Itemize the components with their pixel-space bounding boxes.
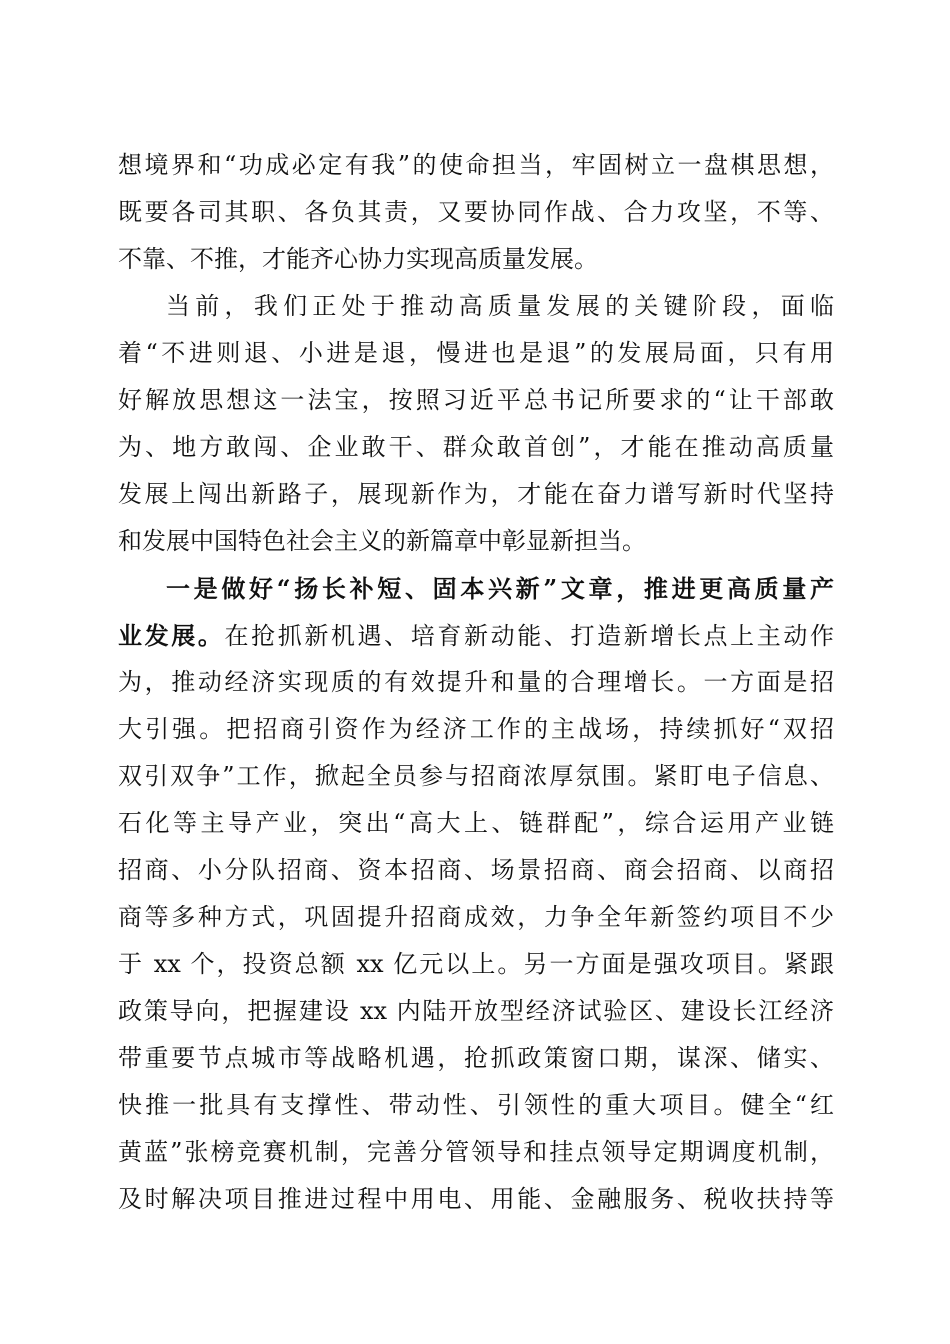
- text-line: 石化等主导产业，突出“高大上、链群配”，综合运用产业链: [118, 809, 834, 837]
- text-line: 黄蓝”张榜竞赛机制，完善分管领导和挂点领导定期调度机制，: [118, 1138, 834, 1166]
- bold-heading-tail: 业发展。: [118, 621, 225, 650]
- text-line: 为，推动经济实现质的有效提升和量的合理增长。一方面是招: [118, 668, 834, 696]
- text-line: 快推一批具有支撑性、带动性、引领性的重大项目。健全“红: [118, 1091, 834, 1119]
- text-line: 政策导向，把握建设 xx 内陆开放型经济试验区、建设长江经济: [118, 997, 834, 1025]
- text-line: 为、地方敢闯、企业敢干、群众敢首创”，才能在推动高质量: [118, 433, 834, 461]
- text-line: 着“不进则退、小进是退，慢进也是退”的发展局面，只有用: [118, 339, 834, 367]
- paragraph-1: [118, 142, 834, 283]
- paragraph-2: [118, 283, 834, 565]
- text-line: 带重要节点城市等战略机遇，抢抓政策窗口期，谋深、储实、: [118, 1044, 834, 1072]
- text-line: 当前，我们正处于推动高质量发展的关键阶段，面临: [166, 292, 834, 320]
- text-line: 双引双争”工作，掀起全员参与招商浓厚氛围。紧盯电子信息、: [118, 762, 834, 790]
- bold-heading-line: 一是做好“扬长补短、固本兴新”文章，推进更高质量产: [166, 574, 834, 603]
- text-line: 招商、小分队招商、资本招商、场景招商、商会招商、以商招: [118, 856, 834, 884]
- text-line: 发展上闯出新路子，展现新作为，才能在奋力谱写新时代坚持: [118, 480, 834, 508]
- text-line: 好解放思想这一法宝，按照习近平总书记所要求的“让干部敢: [118, 386, 834, 414]
- text-line: 于 xx 个，投资总额 xx 亿元以上。另一方面是强攻项目。紧跟: [118, 950, 834, 978]
- text-line: 大引强。把招商引资作为经济工作的主战场，持续抓好“双招: [118, 715, 834, 743]
- text-line: 想境界和“功成必定有我”的使命担当，牢固树立一盘棋思想，: [118, 151, 834, 179]
- document-page: [118, 142, 834, 1223]
- text-line: 不靠、不推，才能齐心协力实现高质量发展。: [118, 245, 598, 273]
- text-line: 及时解决项目推进过程中用电、用能、金融服务、税收扶持等: [118, 1185, 834, 1213]
- text-line: 商等多种方式，巩固提升招商成效，力争全年新签约项目不少: [118, 903, 834, 931]
- paragraph-3: [118, 565, 834, 1223]
- mixed-line: [118, 612, 834, 659]
- text-line: 既要各司其职、各负其责，又要协同作战、合力攻坚，不等、: [118, 198, 834, 226]
- text-run: 在抢抓新机遇、培育新动能、打造新增长点上主动作: [224, 622, 834, 650]
- text-line: 和发展中国特色社会主义的新篇章中彰显新担当。: [118, 527, 646, 555]
